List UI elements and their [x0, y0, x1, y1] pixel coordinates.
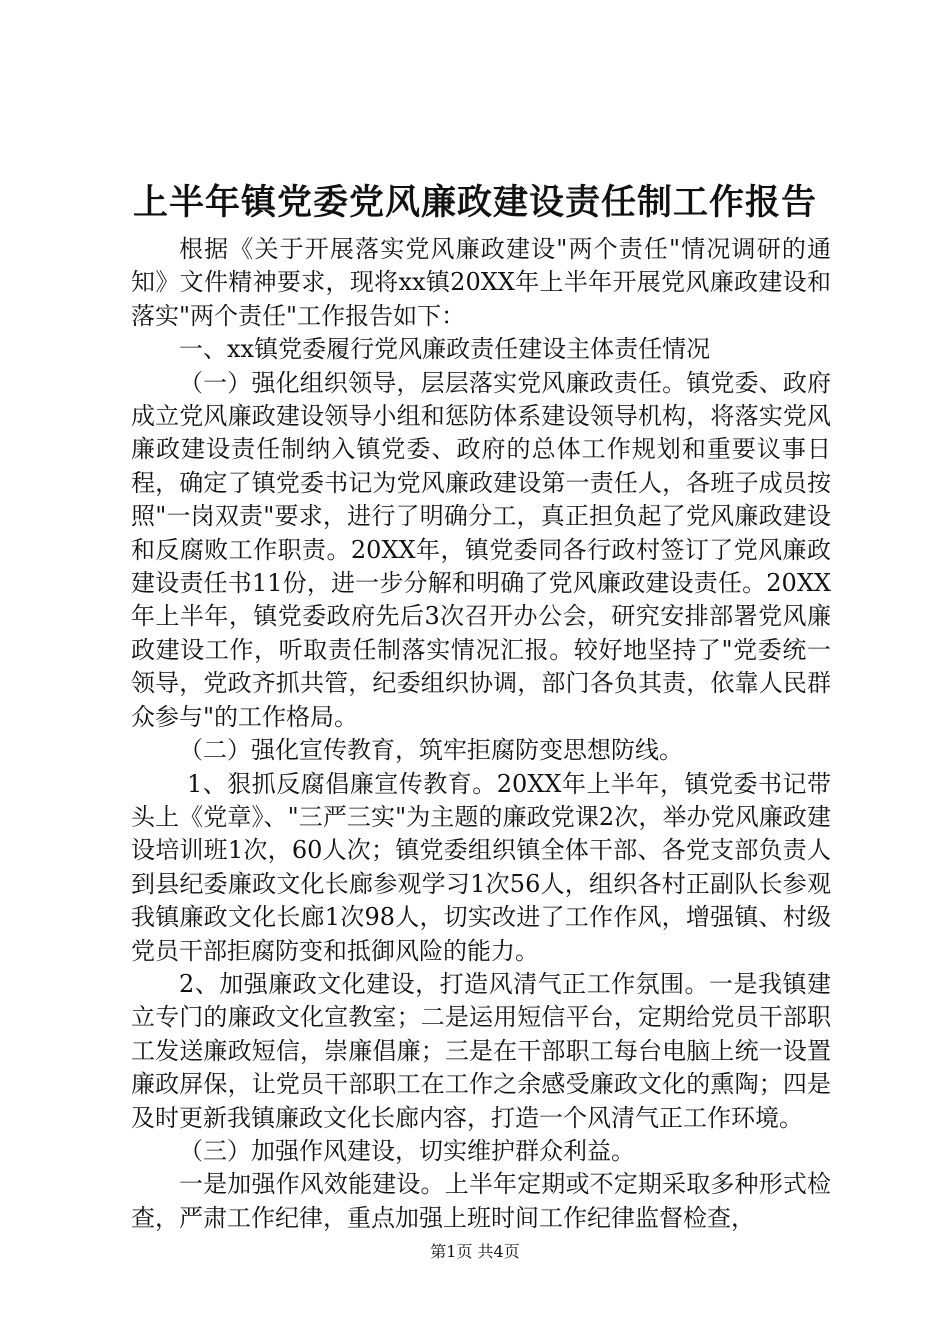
subsection-paragraph-1: （一）强化组织领导，层层落实党风廉政责任。镇党委、政府成立党风廉政建设领导小组和惩防体系建设领导机构，将落实党风廉政建设责任制纳入镇党委、政府的总体工作规划和重要议事日程，确定了镇党委书记为党风廉政建设第一责任人，各班子成员按照"一岗双责"要求，进行了明确分工，真正担负起了党风廉政建设和反腐败工作职责。20XX年，镇党委同各行政村签订了党风廉政建设责任书11份，进一步分解和明确了党风廉政建设责任。20XX年上半年，镇党委政府先后3次召开办公会，研究安排部署党风廉政建设工作，听取责任制落实情况汇报。较好地坚持了"党委统一领导，党政齐抓共管，纪委组织协调，部门各负其责，依靠人民群众参与"的工作格局。 [131, 368, 831, 731]
item-paragraph-3: 一是加强作风效能建设。上半年定期或不定期采取多种形式检查，严肃工作纪律，重点加强上班时间工作纪律监督检查， [131, 1170, 831, 1232]
document-title: 上半年镇党委党风廉政建设责任制工作报告 [132, 182, 817, 223]
item-paragraph-1: 1、狠抓反腐倡廉宣传教育。20XX年上半年，镇党委书记带头上《党章》、"三严三实"为主题的廉政党课2次，举办党风廉政建设培训班1次，60人次；镇党委组织镇全体干部、各党支部负责人到县纪委廉政文化长廊参观学习1次56人，组织各村正副队长参观我镇廉政文化长廊1次98人，切实改进了工作作风，增强镇、村级党员干部拒腐防变和抵御风险的能力。 [131, 769, 831, 965]
intro-paragraph: 根据《关于开展落实党风廉政建设"两个责任"情况调研的通知》文件精神要求，现将xx镇20XX年上半年开展党风廉政建设和落实"两个责任"工作报告如下： [131, 235, 831, 330]
subsection-heading-2: （二）强化宣传教育，筑牢拒腐防变思想防线。 [179, 736, 683, 765]
page-number-footer: 第1页 共4页 [430, 1242, 520, 1261]
document-body [131, 233, 831, 1235]
section-heading-1: 一、xx镇党委履行党风廉政责任建设主体责任情况 [179, 335, 711, 364]
item-paragraph-2: 2、加强廉政文化建设，打造风清气正工作氛围。一是我镇建立专门的廉政文化宣教室；二是运用短信平台，定期给党员干部职工发送廉政短信，崇廉倡廉；三是在干部职工每台电脑上统一设置廉政屏保，让党员干部职工在工作之余感受廉政文化的熏陶；四是及时更新我镇廉政文化长廊内容，打造一个风清气正工作环境。 [131, 969, 831, 1132]
subsection-heading-3: （三）加强作风建设，切实维护群众利益。 [179, 1136, 635, 1165]
